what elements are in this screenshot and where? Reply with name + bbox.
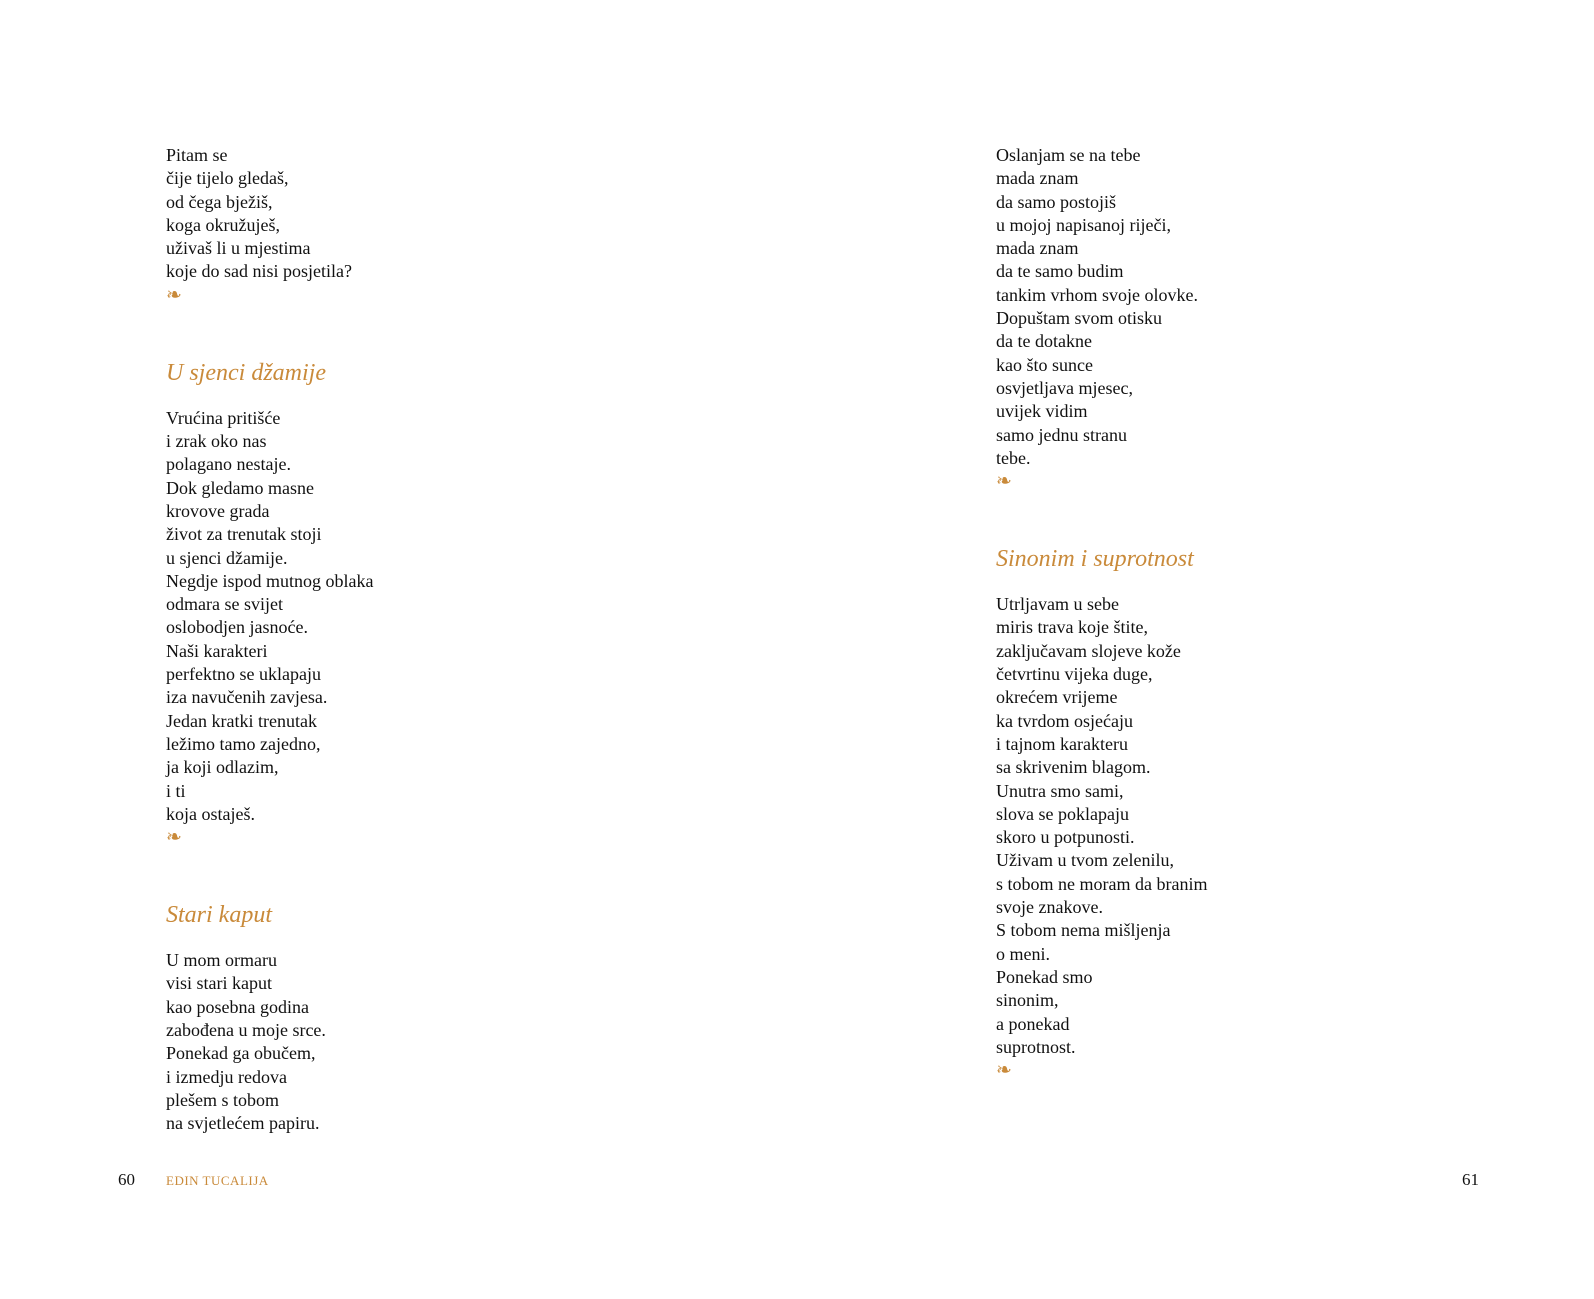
poem-line: ležimo tamo zajedno, xyxy=(166,733,321,754)
poem-line: slova se poklapaju xyxy=(996,803,1129,824)
poem-line: mada znam xyxy=(996,238,1079,259)
poem-line: sinonim, xyxy=(996,990,1059,1011)
poem-line: da te samo budim xyxy=(996,261,1124,282)
poem-line: sa skrivenim blagom. xyxy=(996,757,1151,778)
poem-line: Jedan kratki trenutak xyxy=(166,710,317,731)
poem-line: polagano nestaje. xyxy=(166,454,291,475)
fleuron-ornament-icon: ❧ xyxy=(996,471,1012,493)
running-header-author: EDIN TUCALIJA xyxy=(166,1173,269,1188)
poem-line: četvrtinu vijeka duge, xyxy=(996,664,1153,685)
poem-line: krovove grada xyxy=(166,500,270,521)
poem-line: tebe. xyxy=(996,447,1031,468)
poem-line: da samo postojiš xyxy=(996,191,1116,212)
poem-line: kao što sunce xyxy=(996,354,1093,375)
poem-title: U sjenci džamije xyxy=(166,359,326,386)
poem-line: miris trava koje štite, xyxy=(996,617,1148,638)
poem-line: odmara se svijet xyxy=(166,594,283,615)
fleuron-ornament-icon: ❧ xyxy=(166,827,182,849)
page-number-right: 61 xyxy=(1462,1170,1479,1189)
poem-line: okrećem vrijeme xyxy=(996,687,1118,708)
poem-line: koga okružuješ, xyxy=(166,214,280,235)
poem-line: suprotnost. xyxy=(996,1036,1076,1057)
fleuron-ornament-icon: ❧ xyxy=(996,1060,1012,1082)
poem-u-sjenci-dzamije xyxy=(166,359,626,849)
poem-line: život za trenutak stoji xyxy=(166,524,322,545)
poem-title: Sinonim i suprotnost xyxy=(996,546,1194,573)
poem-line: a ponekad xyxy=(996,1013,1070,1034)
poem-line: Unutra smo sami, xyxy=(996,780,1124,801)
poem-line: perfektno se uklapaju xyxy=(166,664,321,685)
poem-sinonim-i-suprotnost xyxy=(996,545,1456,1082)
poem-line: plešem s tobom xyxy=(166,1089,279,1110)
poem-title: Stari kaput xyxy=(166,902,272,929)
poem-line: samo jednu stranu xyxy=(996,424,1127,445)
poem-line: i zrak oko nas xyxy=(166,431,267,452)
poem-line: zaključavam slojeve kože xyxy=(996,640,1181,661)
poem-line: skoro u potpunosti. xyxy=(996,827,1135,848)
poem-line: Utrljavam u sebe xyxy=(996,594,1119,615)
poem-line: Ponekad ga obučem, xyxy=(166,1043,316,1064)
poem-line: iza navučenih zavjesa. xyxy=(166,687,328,708)
poem-line: osvjetljava mjesec, xyxy=(996,377,1133,398)
poem-line: Uživam u tvom zelenilu, xyxy=(996,850,1174,871)
right-page-column xyxy=(996,144,1456,1082)
poem-line: Dok gledamo masne xyxy=(166,477,314,498)
poem-line: u mojoj napisanoj riječi, xyxy=(996,214,1171,235)
poem-line: oslobodjen jasnoće. xyxy=(166,617,308,638)
poem-line: ja koji odlazim, xyxy=(166,757,279,778)
poem-stari-kaput xyxy=(166,901,626,1135)
poem-line: i izmedju redova xyxy=(166,1066,287,1087)
poem-line: mada znam xyxy=(996,168,1079,189)
poem-line: uživaš li u mjestima xyxy=(166,238,311,259)
poem-line: ka tvrdom osjećaju xyxy=(996,710,1133,731)
left-page-column xyxy=(166,144,626,1136)
poem-line: i ti xyxy=(166,780,186,801)
poem-line: Oslanjam se na tebe xyxy=(996,145,1141,165)
poem-fragment-left xyxy=(166,144,626,307)
poem-line: Naši karakteri xyxy=(166,640,268,661)
poem-line: Pitam se xyxy=(166,145,228,165)
fleuron-ornament-icon: ❧ xyxy=(166,284,182,306)
poem-line: koja ostaješ. xyxy=(166,803,255,824)
poem-line: o meni. xyxy=(996,943,1050,964)
poem-line: u sjenci džamije. xyxy=(166,547,288,568)
poem-line: visi stari kaput xyxy=(166,973,272,994)
poem-line: zabođena u moje srce. xyxy=(166,1020,326,1041)
poem-line: na svjetlećem papiru. xyxy=(166,1113,320,1134)
poem-line: i tajnom karakteru xyxy=(996,733,1128,754)
poem-fragment-right xyxy=(996,144,1456,493)
poem-line: Ponekad smo xyxy=(996,966,1093,987)
poem-line: čije tijelo gledaš, xyxy=(166,168,289,189)
poem-line: Vrućina pritišće xyxy=(166,407,281,428)
poem-line: S tobom nema mišljenja xyxy=(996,920,1171,941)
poem-line: da te dotakne xyxy=(996,331,1092,352)
poem-line: s tobom ne moram da branim xyxy=(996,873,1208,894)
poem-line: Dopuštam svom otisku xyxy=(996,308,1163,329)
poem-line: kao posebna godina xyxy=(166,996,309,1017)
poem-line: svoje znakove. xyxy=(996,897,1103,918)
poem-line: tankim vrhom svoje olovke. xyxy=(996,284,1198,305)
poem-line: Negdje ispod mutnog oblaka xyxy=(166,570,374,591)
page-number-left: 60 xyxy=(118,1170,135,1189)
poem-line: uvijek vidim xyxy=(996,401,1088,422)
poem-line: U mom ormaru xyxy=(166,950,277,971)
poem-line: od čega bježiš, xyxy=(166,191,273,212)
poem-line: koje do sad nisi posjetila? xyxy=(166,261,352,282)
